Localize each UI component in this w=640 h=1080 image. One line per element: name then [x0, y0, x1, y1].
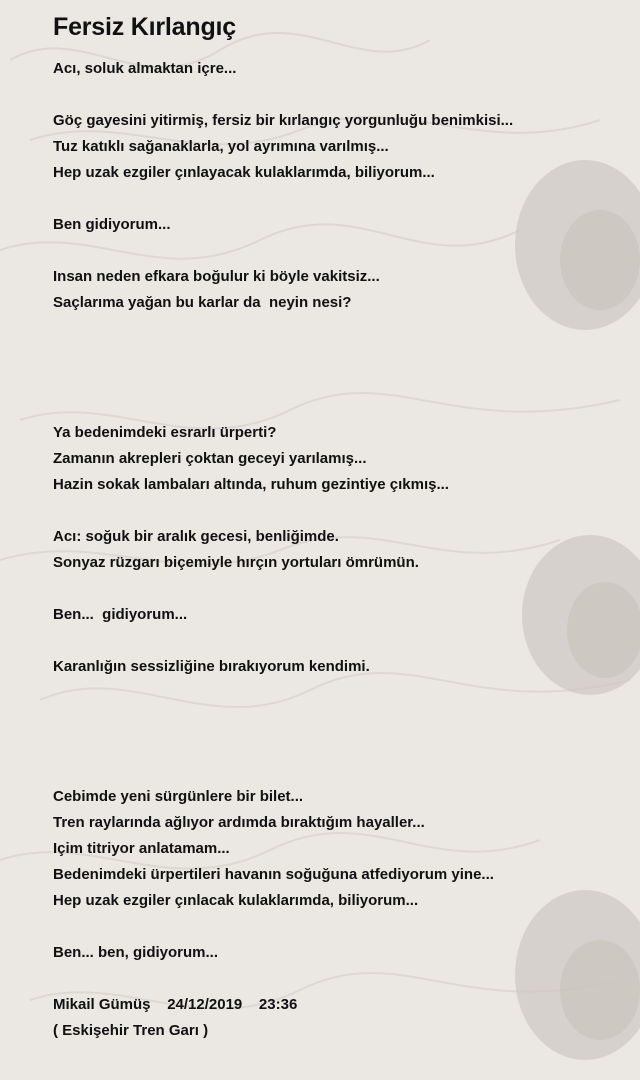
poem-line	[53, 706, 633, 732]
poem-line: Saçlarıma yağan bu karlar da neyin nesi?	[53, 294, 352, 311]
poem-line	[53, 498, 633, 524]
poem-line: Acı: soğuk bir aralık gecesi, benliğimde.	[53, 528, 339, 545]
poem-line: Ya bedenimdeki esrarlı ürperti?	[53, 424, 277, 441]
poem-line: Tuz katıklı sağanaklarla, yol ayrımına varılmış...	[53, 138, 389, 155]
poem-title: Fersiz Kırlangıç	[53, 13, 236, 41]
poem-line	[53, 82, 633, 108]
poem-body	[53, 56, 633, 1044]
poem-line: Sonyaz rüzgarı biçemiyle hırçın yortuları ömrümün.	[53, 554, 419, 571]
poem-line: Ben... gidiyorum...	[53, 606, 188, 623]
poem-line: Ben gidiyorum...	[53, 216, 171, 233]
poem-line	[53, 368, 633, 394]
poem-line: Acı, soluk almaktan içre...	[53, 60, 237, 77]
poem-content	[53, 12, 633, 1044]
poem-line	[53, 914, 633, 940]
poem-line	[53, 342, 633, 368]
poem-line: Hazin sokak lambaları altında, ruhum gezintiye çıkmış...	[53, 476, 449, 493]
poem-line: Bedenimdeki ürpertileri havanın soğuğuna atfediyorum yine...	[53, 866, 494, 883]
poem-line: Cebimde yeni sürgünlere bir bilet...	[53, 788, 304, 805]
poem-line	[53, 966, 633, 992]
poem-line: Ben... ben, gidiyorum...	[53, 944, 219, 961]
poem-signature: Mikail Gümüş 24/12/2019 23:36	[53, 996, 298, 1013]
poem-line	[53, 628, 633, 654]
poem-line: Insan neden efkara boğulur ki böyle vakitsiz...	[53, 268, 380, 285]
poem-line: Hep uzak ezgiler çınlacak kulaklarımda, biliyorum...	[53, 892, 419, 909]
poem-line	[53, 238, 633, 264]
poem-line: Zamanın akrepleri çoktan geceyi yarılamış...	[53, 450, 367, 467]
poem-line: Tren raylarında ağlıyor ardımda bıraktığım hayaller...	[53, 814, 425, 831]
poem-location: ( Eskişehir Tren Garı )	[53, 1022, 209, 1039]
poem-line	[53, 732, 633, 758]
poem-line: Hep uzak ezgiler çınlayacak kulaklarımda, biliyorum...	[53, 164, 435, 181]
poem-line	[53, 394, 633, 420]
poem-line: Göç gayesini yitirmiş, fersiz bir kırlangıç yorgunluğu benimkisi...	[53, 112, 514, 129]
poem-line: Karanlığın sessizliğine bırakıyorum kendimi.	[53, 658, 370, 675]
poem-line	[53, 680, 633, 706]
poem-line	[53, 316, 633, 342]
poem-line	[53, 758, 633, 784]
poem-line	[53, 576, 633, 602]
poem-line	[53, 186, 633, 212]
poem-line: Içim titriyor anlatamam...	[53, 840, 230, 857]
